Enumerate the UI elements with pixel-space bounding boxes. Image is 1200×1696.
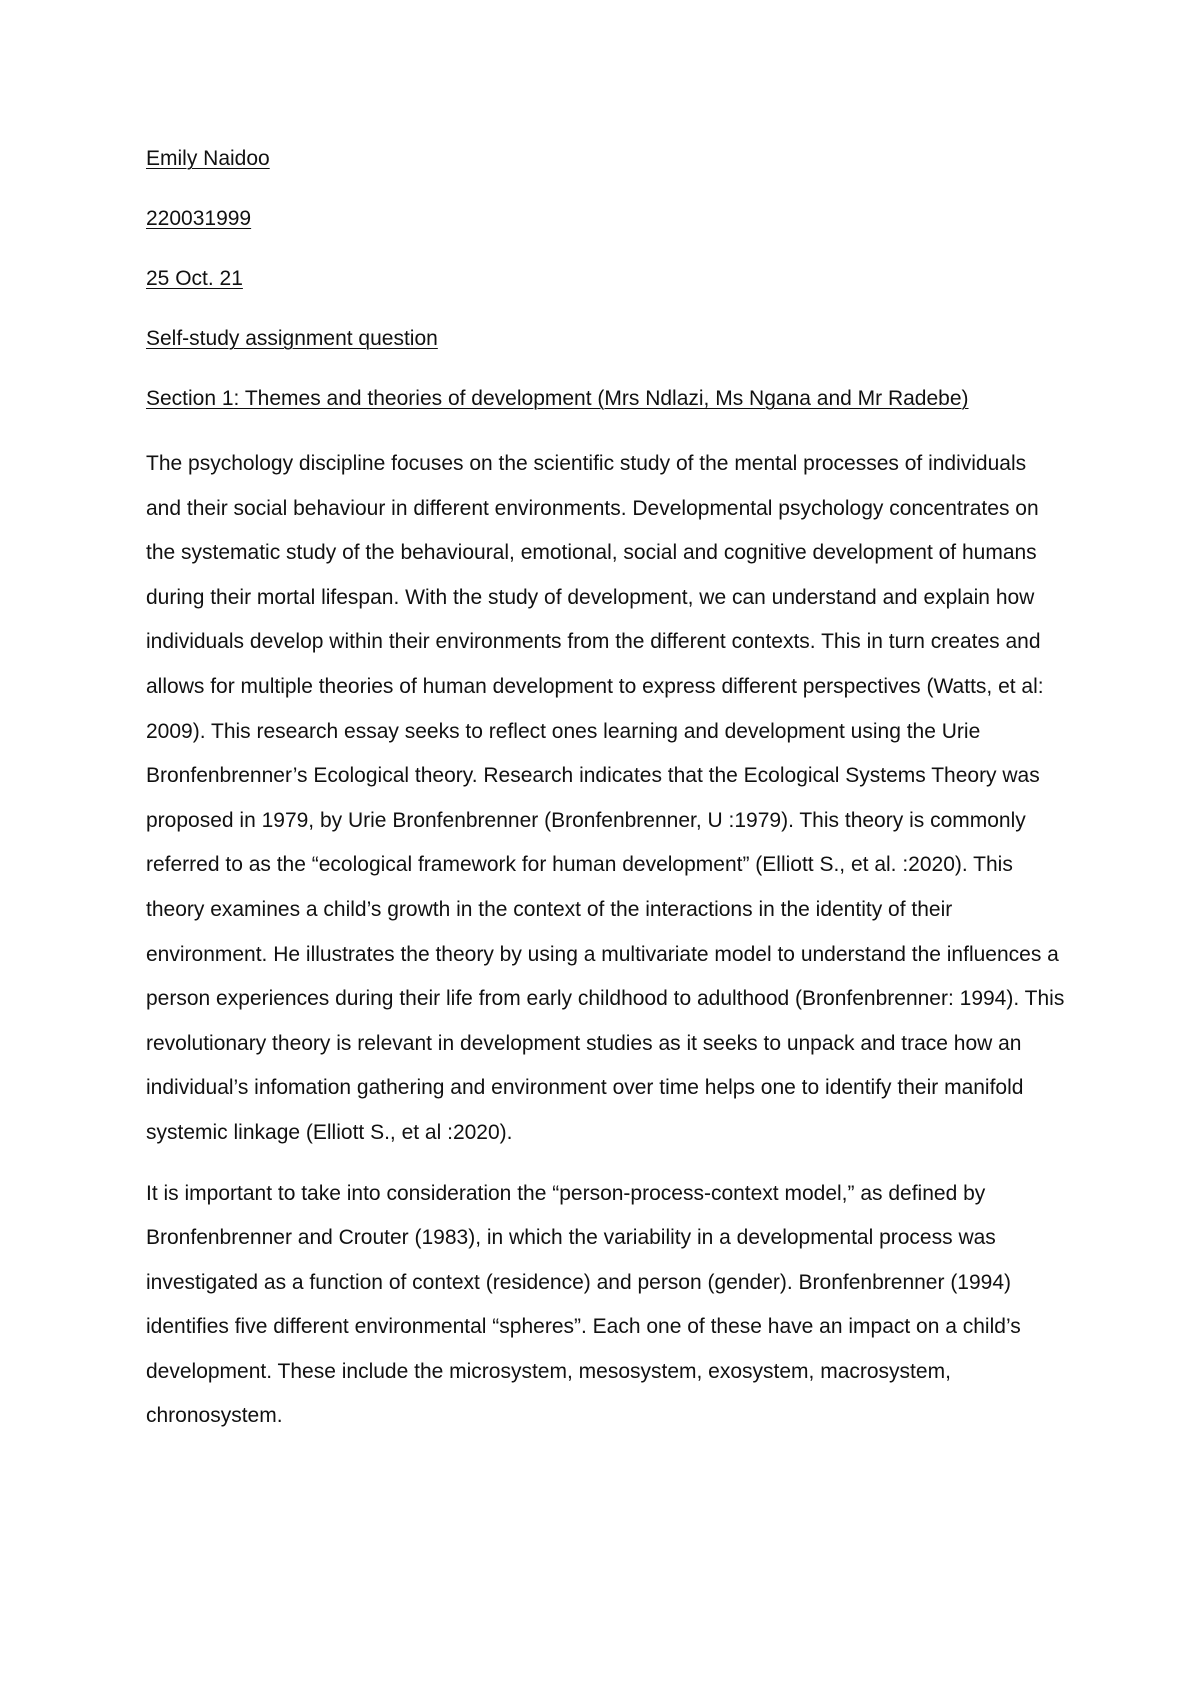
section-title: Section 1: Themes and theories of development (Mrs Ndlazi, Ms Ngana and Mr Radebe) xyxy=(146,387,969,410)
body-paragraph-1: The psychology discipline focuses on the scientific study of the mental processes of individuals and their social behaviour in different environments. Developmental psychology concentrates on the systematic study of the behavioural, emotional, social and cognitive development of humans during their mortal lifespan. With the study of development, we can understand and explain how individuals develop within their environments from the different contexts. This in turn creates and allows for multiple theories of human development to express different perspectives (Watts, et al: 2009). This research essay seeks to reflect ones learning and development using the Urie Bronfenbrenner’s Ecological theory. Research indicates that the Ecological Systems Theory was proposed in 1979, by Urie Bronfenbrenner (Bronfenbrenner, U :1979). This theory is commonly referred to as the “ecological framework for human development” (Elliott S., et al. :2020). This theory examines a child’s growth in the context of the interactions in the identity of their environment. He illustrates the theory by using a multivariate model to understand the influences a person experiences during their life from early childhood to adulthood (Bronfenbrenner: 1994). This revolutionary theory is relevant in development studies as it seeks to unpack and trace how an individual’s infomation gathering and environment over time helps one to identify their manifold systemic linkage (Elliott S., et al :2020). xyxy=(146,452,1065,1144)
document-date: 25 Oct. 21 xyxy=(146,267,243,290)
body-paragraph-2: It is important to take into consideration the “person-process-context model,” as defined by Bronfenbrenner and Crouter (1983), in which the variability in a developmental process was investigated as a function of context (residence) and person (gender). Bronfenbrenner (1994) identifies five different environmental “spheres”. Each one of these have an impact on a child’s development. These include the microsystem, mesosystem, exosystem, macrosystem, chronosystem. xyxy=(146,1181,1021,1428)
student-name: Emily Naidoo xyxy=(146,147,270,170)
student-number: 220031999 xyxy=(146,207,252,230)
document-content xyxy=(146,146,1066,1455)
assignment-title: Self-study assignment question xyxy=(146,327,438,350)
